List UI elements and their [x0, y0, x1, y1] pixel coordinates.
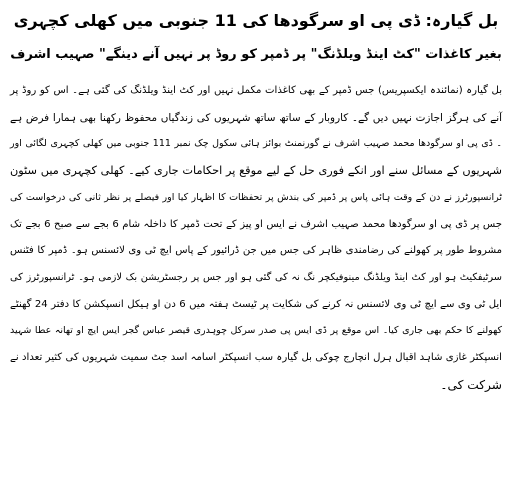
article-body — [10, 78, 502, 398]
subheadline: بغیر کاغذات "کٹ اینڈ ویلڈنگ" پر ڈمپر کو روڈ پر نہیں آنے دینگے" صہیب اشرف — [10, 47, 502, 62]
body-line-3: ۔ ڈی پی او سرگودھا محمد صہیب اشرف نے گورنمنٹ بوائز ہائی سکول چک نمبر 111 جنوبی میں کھلی کچہری لگائی اور — [10, 138, 502, 150]
body-line-9: ایل ٹی وی سے ایچ ٹی وی لائسنس نہ کرنے کی شکایت پر ٹیسٹ ہفتہ میں 6 دن او ہیکل انسپکشن کا دفتر 24 گھنٹے — [10, 298, 502, 310]
body-line-6: جس پر ڈی پی او سرگودھا محمد صہیب اشرف نے ایس او پیز کے تحت ڈمپر کا داخلہ شام 6 بجے سے صبح 6 بجے تک — [10, 218, 503, 230]
body-line-5: ٹرانسپورٹرز نے دن کے وقت ہائی پاس پر ڈمپر کی بندش پر تحفظات کا اظہار کیا اور فیصلے پر نظر ثانی کی درخواست کی — [10, 191, 502, 203]
body-line-4: شہریوں کے مسائل سنے اور انکے فوری حل کے لیے موقع پر احکامات جاری کیے۔ کھلی کچہری میں سٹون — [10, 164, 502, 178]
headline: بل گیارہ: ڈی پی او سرگودھا کی 11 جنوبی میں کھلی کچہری — [13, 11, 499, 30]
body-line-12: شرکت کی۔ — [440, 377, 502, 392]
body-line-10: کھولنے کا حکم بھی جاری کیا۔ اس موقع پر ڈی ایس پی صدر سرکل چوہدری قیصر عباس گجر ایس ایچ او تھانہ عطا شہید — [10, 325, 502, 337]
body-line-11: انسپکٹر غازی شاہد اقبال ہرل انچارج چوکی بل گیارہ سب انسپکٹر اسامہ اسد جٹ سمیت شہریوں کی کثیر تعداد نے — [10, 352, 502, 364]
body-line-7: مشروط طور پر کھولنے کی رضامندی ظاہر کی جس میں جن ڈرائیور کے پاس ایچ ٹی وی لائسنس ہو۔ ڈمپر کا فٹنس — [10, 245, 502, 257]
body-line-8: سرٹیفکیٹ ہو اور کٹ اینڈ ویلڈنگ مینوفیکچر نگ نہ کی گئی ہو اور جس پر رجسٹریشن بک لازمی ہو۔ ٹرانسپورٹرز کی — [10, 271, 502, 283]
body-line-1: بل گیارہ (نمائندہ ایکسپریس) جس ڈمپر کے بھی کاغذات مکمل نہیں اور کٹ اینڈ ویلڈنگ کی گئی ہے۔ اس کو روڈ پر — [10, 85, 502, 96]
body-line-2: آنے کی ہرگز اجازت نہیں دیں گے۔ کاروبار کے ساتھ ساتھ شہریوں کی زندگیاں محفوظ رکھنا بھی ہمارا فرض ہے — [10, 111, 502, 124]
